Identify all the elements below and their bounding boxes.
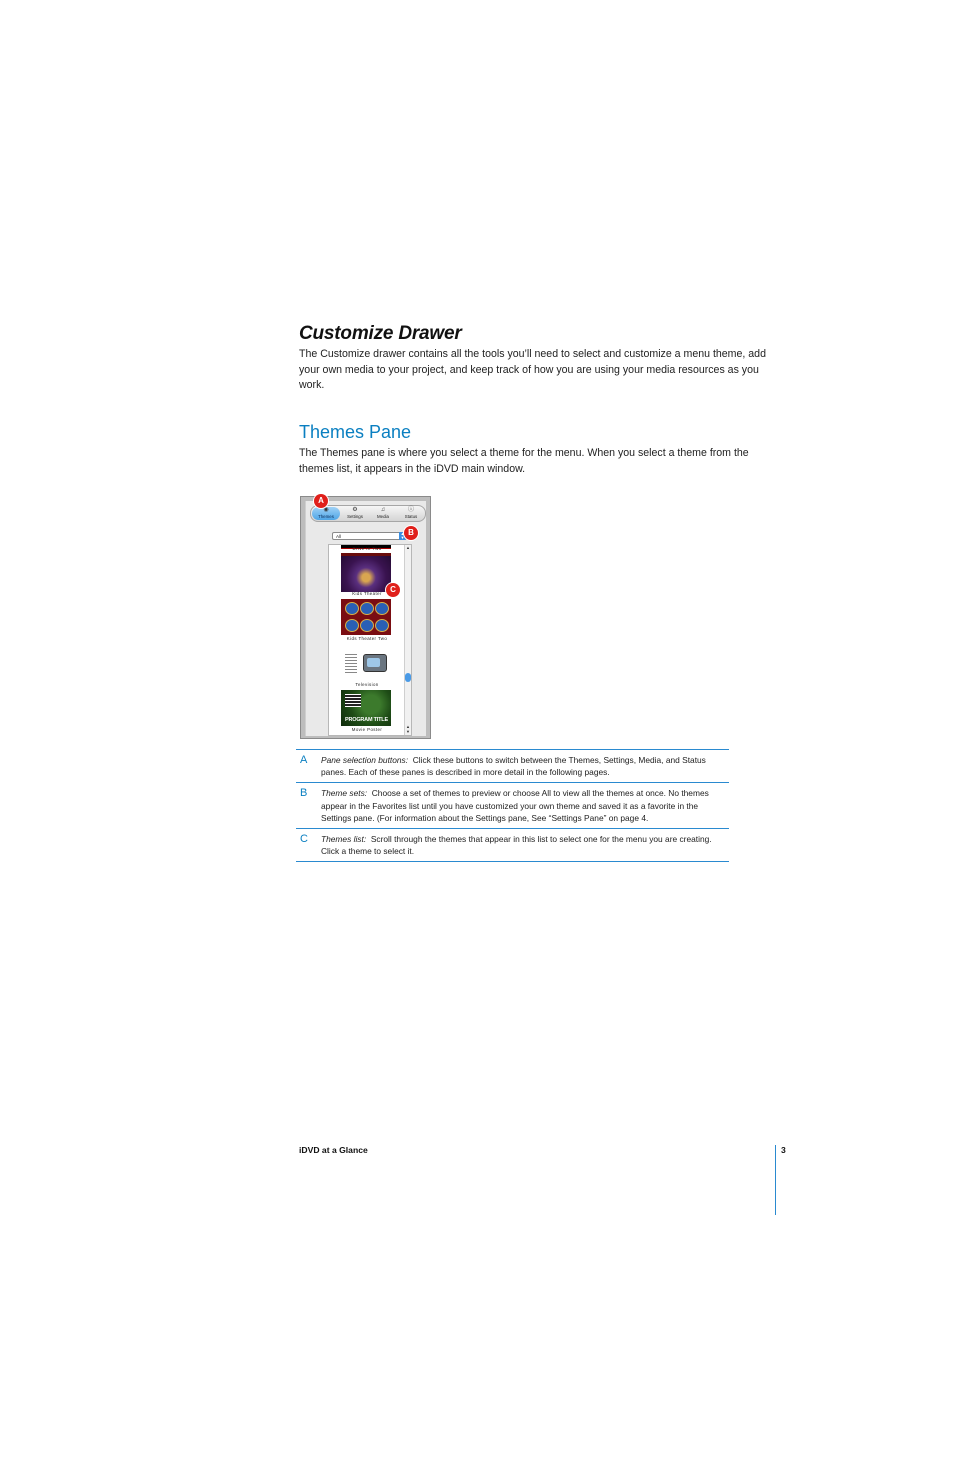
legend-description: Scroll through the themes that appear in this list to select one for the menu you are creating. Click a theme to select it. — [321, 834, 712, 857]
tab-media[interactable] — [369, 507, 397, 520]
kids-theater-two-thumbnail[interactable] — [341, 599, 391, 635]
tab-label: Themes — [318, 514, 334, 519]
info-icon: ⓘ — [407, 507, 414, 513]
theme-label: Drive In Two — [352, 546, 382, 551]
seat-shape — [375, 619, 389, 632]
section-intro: The Customize drawer contains all the tools you’ll need to select and customize a menu theme, add your own media to your project, and keep track of how you are using your media resources as you work. — [299, 348, 766, 392]
themes-list[interactable] — [328, 544, 412, 736]
subsection-intro: The Themes pane is where you select a theme for the menu. When you select a theme from the themes list, it appears in the iDVD main window. — [299, 447, 749, 475]
scroll-up-icon[interactable]: ▲ — [406, 724, 410, 729]
legend-row — [296, 782, 729, 828]
legend-text — [321, 754, 729, 778]
scroll-thumb[interactable] — [405, 673, 411, 682]
theme-set-select[interactable] — [332, 532, 407, 540]
section-title: Customize Drawer — [299, 323, 462, 344]
scroll-up-icon[interactable]: ▲ — [406, 545, 410, 550]
program-title-text: PROGRAM TITLE — [345, 717, 388, 723]
legend-key: B — [300, 787, 308, 800]
subsection-title: Themes Pane — [299, 422, 412, 442]
theme-label: Television — [355, 682, 379, 687]
legend-description: Click these buttons to switch between the Themes, Settings, Media, and Status panes. Each of these panes is described in more detail in the following pages. — [321, 755, 706, 778]
seat-shape — [375, 602, 389, 615]
legend-key: A — [300, 754, 308, 766]
theme-label: Movie Poster — [351, 727, 383, 732]
movie-poster-thumbnail[interactable] — [341, 690, 391, 726]
callout-legend — [296, 749, 729, 862]
seat-shape — [345, 619, 359, 632]
legend-row — [296, 749, 729, 782]
media-icon: ♫ — [380, 507, 386, 513]
scroll-down-icon[interactable]: ▼ — [406, 729, 410, 734]
themes-icon: ◉ — [323, 507, 329, 513]
television-thumbnail[interactable] — [341, 644, 391, 680]
tab-label: Status — [404, 514, 418, 519]
seat-shape — [360, 619, 374, 632]
theme-label: Kids Theater Two — [346, 636, 388, 641]
legend-term: Pane selection buttons: — [321, 755, 409, 765]
footer-chapter: iDVD at a Glance — [299, 1145, 368, 1155]
gear-icon: ⚙ — [352, 507, 358, 513]
customize-drawer-screenshot — [300, 496, 431, 739]
theme-set-value: All — [336, 534, 342, 539]
legend-description: Choose a set of themes to preview or choose All to view all the themes at once. No themes appear in the Favorites list until you have customized your own theme and saved it as a favorite in the Settings pane. (For information about the Settings pane, See “Settings Pane” on page 4. — [321, 788, 709, 823]
seat-shape — [360, 602, 374, 615]
legend-text — [321, 833, 729, 857]
legend-text — [321, 787, 729, 824]
tv-icon — [363, 654, 387, 672]
legend-term: Theme sets: — [321, 788, 368, 799]
callout-c: C — [386, 583, 400, 597]
legend-key: C — [300, 833, 308, 846]
legend-row — [296, 828, 729, 862]
menu-lines-graphic — [345, 694, 361, 707]
tab-label: Settings — [347, 514, 363, 519]
tab-themes[interactable] — [312, 507, 340, 520]
tab-label: Media — [377, 514, 389, 519]
seat-shape — [345, 602, 359, 615]
kids-theater-thumbnail[interactable] — [341, 553, 391, 592]
callout-a: A — [314, 494, 328, 508]
menu-lines-graphic — [345, 652, 357, 674]
tab-status[interactable] — [397, 507, 425, 520]
page-number: 3 — [781, 1145, 786, 1155]
callout-b: B — [404, 526, 418, 540]
legend-term: Themes list: — [321, 834, 367, 845]
theme-label: Kids Theater — [352, 591, 382, 596]
pane-selection-buttons — [310, 505, 426, 522]
themes-scrollbar[interactable] — [404, 545, 411, 735]
footer-divider — [775, 1145, 776, 1215]
tab-settings[interactable] — [341, 507, 369, 520]
chevron-updown-icon: ▲ ▼ — [400, 531, 405, 540]
